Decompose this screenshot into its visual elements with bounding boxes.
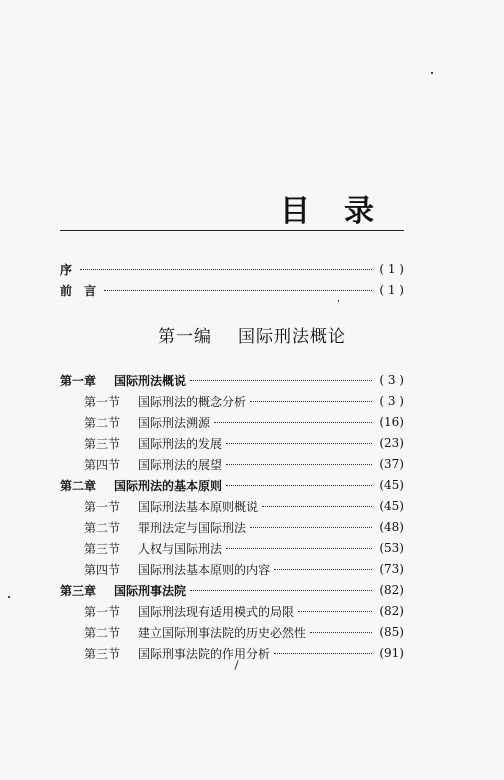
toc-entry-page: (82) — [379, 583, 404, 597]
toc-entry-label — [60, 372, 186, 389]
dot-leader — [226, 443, 372, 444]
dot-leader — [214, 422, 372, 423]
toc-chapter-1[interactable] — [60, 371, 404, 389]
part-title-text: 国际刑法概论 — [238, 327, 346, 347]
toc-section[interactable] — [84, 455, 404, 473]
toc-entry-label — [60, 582, 186, 599]
toc-entry-page: (23) — [379, 436, 404, 450]
toc-entry-page: (16) — [379, 415, 404, 429]
toc-section[interactable] — [84, 644, 404, 662]
toc-entry-label — [84, 603, 294, 620]
section-title: 国际刑法溯源 — [138, 415, 211, 430]
dot-leader — [274, 569, 372, 570]
toc-section[interactable] — [84, 434, 404, 452]
toc-entry-label — [84, 435, 222, 452]
section-title: 国际刑事法院的作用分析 — [138, 646, 271, 661]
section-number: 第二节 — [84, 625, 121, 640]
toc-chapter-2[interactable] — [60, 476, 404, 494]
toc-entry-page: ( 1 ) — [379, 283, 404, 297]
toc-entry-page: ( 1 ) — [379, 262, 404, 276]
chapter-title: 国际刑事法院 — [114, 583, 187, 598]
toc-entry-page: ( 3 ) — [379, 394, 404, 408]
section-number: 第四节 — [84, 562, 121, 577]
toc-entry-label — [84, 414, 210, 431]
section-title: 建立国际刑事法院的历史必然性 — [138, 625, 307, 640]
chapter-number: 第三章 — [60, 583, 97, 598]
section-number: 第二节 — [84, 520, 121, 535]
toc-chapter-3[interactable] — [60, 581, 404, 599]
toc-entry-label — [60, 477, 222, 494]
toc-entry-label — [84, 624, 306, 641]
toc-entry-label: 序 — [60, 262, 77, 277]
dot-leader — [274, 653, 372, 654]
section-number: 第三节 — [84, 646, 121, 661]
toc-section[interactable] — [84, 560, 404, 578]
toc-entry-label — [84, 561, 270, 578]
dot-leader — [250, 527, 372, 528]
section-title: 国际刑法基本原则概说 — [138, 499, 259, 514]
toc-entry-foreword[interactable] — [60, 281, 404, 299]
dot-leader — [104, 290, 372, 291]
toc-entry-label — [84, 540, 222, 557]
toc-entry-page: (53) — [379, 541, 404, 555]
dot-leader — [190, 590, 372, 591]
dot-leader — [262, 506, 372, 507]
section-number: 第四节 — [84, 457, 121, 472]
toc-entry-label — [84, 393, 246, 410]
toc-entry-page: (85) — [379, 625, 404, 639]
toc-entry-preface[interactable] — [60, 260, 404, 278]
toc-section[interactable] — [84, 602, 404, 620]
section-number: 第三节 — [84, 541, 121, 556]
section-number: 第一节 — [84, 604, 121, 619]
toc-entry-page: ( 3 ) — [379, 373, 404, 387]
section-title: 国际刑法基本原则的内容 — [138, 562, 271, 577]
part-number: 第一编 — [158, 327, 212, 347]
toc-section[interactable] — [84, 497, 404, 515]
dot-leader — [250, 401, 372, 402]
section-number: 第二节 — [84, 415, 121, 430]
section-number: 第一节 — [84, 394, 121, 409]
toc-entry-label: 前 言 — [60, 283, 101, 298]
toc-section[interactable] — [84, 623, 404, 641]
chapter-number: 第二章 — [60, 478, 97, 493]
toc-entry-label — [84, 645, 270, 662]
section-number: 第一节 — [84, 499, 121, 514]
dot-leader — [226, 548, 372, 549]
dot-leader — [190, 380, 372, 381]
toc-entry-page: (91) — [379, 646, 404, 660]
toc-entry-label — [84, 519, 246, 536]
section-title: 人权与国际刑法 — [138, 541, 223, 556]
toc-section[interactable] — [84, 413, 404, 431]
dot-leader — [298, 611, 372, 612]
section-title: 国际刑法的展望 — [138, 457, 223, 472]
toc-entry-page: (37) — [379, 457, 404, 471]
chapter-number: 第一章 — [60, 373, 97, 388]
toc-entry-label — [84, 498, 258, 515]
toc-entry-label — [84, 456, 222, 473]
dot-leader — [226, 485, 372, 486]
toc-entry-page: (82) — [379, 604, 404, 618]
part-heading — [0, 322, 504, 347]
scan-speck — [8, 596, 10, 598]
scan-speck — [338, 300, 339, 302]
chapter-title: 国际刑法的基本原则 — [114, 478, 223, 493]
dot-leader — [226, 464, 372, 465]
section-title: 国际刑法现有适用模式的局限 — [138, 604, 295, 619]
toc-entry-page: (45) — [379, 499, 404, 513]
section-title: 国际刑法的发展 — [138, 436, 223, 451]
dot-leader — [310, 632, 372, 633]
toc-section[interactable] — [84, 518, 404, 536]
toc-entry-page: (45) — [379, 478, 404, 492]
title-divider — [60, 230, 404, 231]
toc-entry-page: (73) — [379, 562, 404, 576]
page-title: 目录 — [280, 194, 408, 229]
scan-speck — [431, 72, 433, 74]
chapter-title: 国际刑法概说 — [114, 373, 187, 388]
dot-leader — [80, 269, 372, 270]
section-number: 第三节 — [84, 436, 121, 451]
toc-section[interactable] — [84, 392, 404, 410]
toc-entry-page: (48) — [379, 520, 404, 534]
section-title: 国际刑法的概念分析 — [138, 394, 247, 409]
toc-section[interactable] — [84, 539, 404, 557]
section-title: 罪刑法定与国际刑法 — [138, 520, 247, 535]
